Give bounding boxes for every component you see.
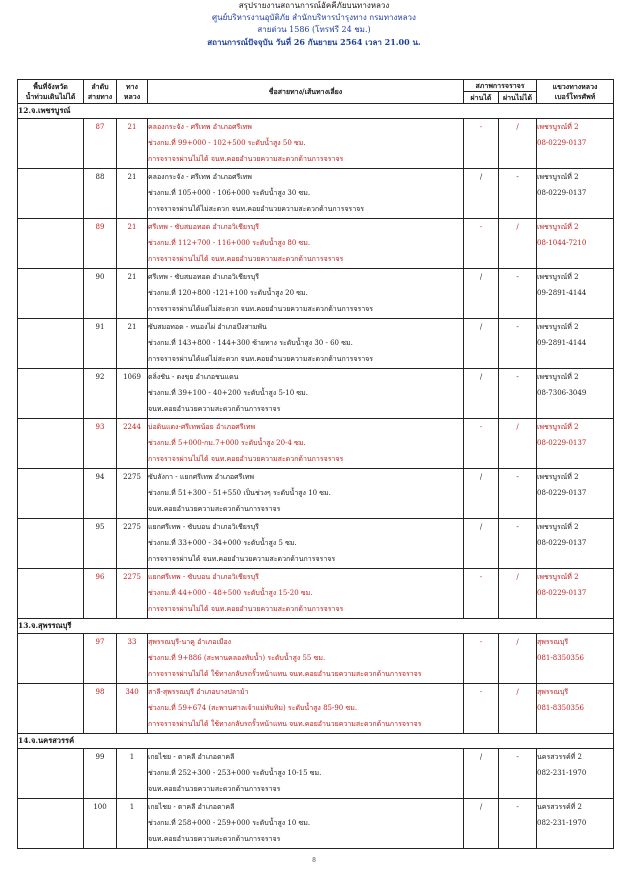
province-row — [18, 619, 614, 634]
row-route-info — [148, 269, 464, 319]
row-seq-number: 90 — [84, 269, 117, 319]
row-highway-number: 21 — [117, 219, 148, 269]
row-route-info — [148, 799, 464, 849]
phone-number: 082-231-1970 — [537, 819, 587, 827]
phone-number: 09-2891-4144 — [537, 289, 587, 297]
highway-office: นครสวรรค์ที่ 2 — [537, 753, 582, 761]
row-route-info — [148, 634, 464, 684]
route-line: คลองกระจัง - ศรีเทพ อำเภอศรีเทพ — [148, 173, 252, 181]
route-line: การจราจรผ่านไม่ได้ จนท.คอยอำนวยความสะดวกด้านการจราจร — [148, 605, 344, 613]
route-line: ซับลังกา - แยกศรีเทพ อำเภอศรีเทพ — [148, 473, 254, 481]
row-area-cell — [18, 634, 84, 684]
row-area-cell — [18, 219, 84, 269]
col-header-contact: แขวงทางหลวง เบอร์โทรศัพท์ — [537, 80, 614, 104]
table-row — [18, 419, 614, 469]
row-route-info — [148, 684, 464, 734]
row-contact-info — [537, 569, 614, 619]
route-line: แยกศรีเทพ - ซับบอน อำเภอวิเชียรบุรี — [148, 523, 259, 531]
phone-number: 08-7306-3049 — [537, 389, 587, 397]
row-impassable-mark: / — [499, 684, 537, 734]
row-passable-mark: / — [464, 269, 499, 319]
page-number: 8 — [312, 857, 316, 864]
highway-office: เพชรบูรณ์ที่ 2 — [537, 373, 579, 381]
row-impassable-mark: - — [499, 469, 537, 519]
row-passable-mark: / — [464, 469, 499, 519]
row-highway-number: 21 — [117, 169, 148, 219]
phone-number: 08-0229-0137 — [537, 489, 587, 497]
phone-number: 082-231-1970 — [537, 769, 587, 777]
row-seq-number: 98 — [84, 684, 117, 734]
row-area-cell — [18, 269, 84, 319]
col-header-impassable: ผ่านไม่ได้ — [499, 92, 537, 104]
row-seq-number: 89 — [84, 219, 117, 269]
route-line: ช่วงกม.ที่ 39+100 - 40+200 ระดับน้ำสูง 5-10 ซม. — [148, 389, 309, 397]
row-area-cell — [18, 569, 84, 619]
highway-office: สุพรรณบุรี — [537, 688, 569, 696]
row-impassable-mark: / — [499, 634, 537, 684]
route-line: ช่วงกม.ที่ 33+000 - 34+000 ระดับน้ำสูง 5 ซม. — [148, 539, 297, 547]
phone-number: 08-1044-7210 — [537, 239, 587, 247]
phone-number: 08-0229-0137 — [537, 139, 587, 147]
row-contact-info — [537, 469, 614, 519]
col-header-status: สภาพการจราจร — [464, 80, 537, 92]
route-line: จนท.คอยอำนวยความสะดวกด้านการจราจร — [148, 505, 281, 513]
route-line: ซับสมอทอด - หนองไผ่ อำเภอบึงสามพัน — [148, 323, 267, 331]
route-line: ช่วงกม.ที่ 5+000-กม.7+000 ระดับน้ำสูง 20-4 ซม. — [148, 439, 306, 447]
row-passable-mark: - — [464, 219, 499, 269]
highway-office: เพชรบูรณ์ที่ 2 — [537, 273, 579, 281]
row-contact-info — [537, 519, 614, 569]
report-timestamp: สถานการณ์ปัจจุบัน วันที่ 26 กันยายน 2564 เวลา 21.00 น. — [207, 37, 421, 47]
table-row — [18, 634, 614, 684]
row-area-cell — [18, 369, 84, 419]
route-line: จนท.คอยอำนวยความสะดวกด้านการจราจร — [148, 835, 281, 843]
row-area-cell — [18, 519, 84, 569]
row-impassable-mark: - — [499, 799, 537, 849]
row-passable-mark: / — [464, 519, 499, 569]
row-impassable-mark: - — [499, 319, 537, 369]
col-header-seq: ลำดับ สายทาง — [84, 80, 117, 104]
col-header-route: ชื่อสายทาง/เส้นทางเลี่ยง — [148, 80, 464, 104]
phone-number: 08-0229-0137 — [537, 539, 587, 547]
route-line: การจราจรผ่านไม่ได้ จนท.คอยอำนวยความสะดวกด้านการจราจร — [148, 255, 344, 263]
highway-office: เพชรบูรณ์ที่ 2 — [537, 223, 579, 231]
col-header-area: พื้นที่จังหวัด น้ำท่วมเดินไม่ได้ — [18, 80, 84, 104]
table-row — [18, 749, 614, 799]
row-highway-number: 2275 — [117, 469, 148, 519]
row-area-cell — [18, 799, 84, 849]
route-line: ช่วงกม.ที่ 258+000 - 259+000 ระดับน้ำสูง 10 ซม. — [148, 819, 311, 827]
route-line: ศรีเทพ - ซับสมอทอด อำเภอวิเชียรบุรี — [148, 273, 259, 281]
report-hotline: สายด่วน 1586 (โทรฟรี 24 ชม.) — [257, 25, 371, 34]
row-seq-number: 94 — [84, 469, 117, 519]
row-passable-mark: / — [464, 319, 499, 369]
highway-office: นครสวรรค์ที่ 2 — [537, 803, 582, 811]
row-seq-number: 92 — [84, 369, 117, 419]
row-impassable-mark: - — [499, 269, 537, 319]
col-header-passable: ผ่านได้ — [464, 92, 499, 104]
row-passable-mark: / — [464, 799, 499, 849]
route-line: จนท.คอยอำนวยความสะดวกด้านการจราจร — [148, 405, 281, 413]
row-impassable-mark: - — [499, 519, 537, 569]
report-header — [0, 0, 628, 48]
row-contact-info — [537, 419, 614, 469]
row-seq-number: 99 — [84, 749, 117, 799]
row-area-cell — [18, 119, 84, 169]
highway-office: เพชรบูรณ์ที่ 2 — [537, 523, 579, 531]
row-highway-number: 33 — [117, 634, 148, 684]
phone-number: 08-0229-0137 — [537, 439, 587, 447]
table-row — [18, 569, 614, 619]
province-name: 14.จ.นครสวรรค์ — [18, 734, 614, 749]
route-line: การจราจรผ่านได้แต่ไม่สะดวก จนท.คอยอำนวยความสะดวกด้านการจราจร — [148, 355, 374, 363]
row-passable-mark: - — [464, 419, 499, 469]
row-seq-number: 88 — [84, 169, 117, 219]
row-seq-number: 95 — [84, 519, 117, 569]
row-highway-number: 2275 — [117, 519, 148, 569]
row-contact-info — [537, 119, 614, 169]
row-route-info — [148, 119, 464, 169]
row-highway-number: 21 — [117, 319, 148, 369]
row-passable-mark: - — [464, 684, 499, 734]
highway-office: เพชรบูรณ์ที่ 2 — [537, 173, 579, 181]
row-passable-mark: - — [464, 569, 499, 619]
province-name: 13.จ.สุพรรณบุรี — [18, 619, 614, 634]
route-line: คลองกระจัง - ศรีเทพ อำเภอศรีเทพ — [148, 123, 252, 131]
row-contact-info — [537, 369, 614, 419]
phone-number: 08-0229-0137 — [537, 189, 587, 197]
route-line: แยกศรีเทพ - ซับบอน อำเภอวิเชียรบุรี — [148, 573, 259, 581]
table-row — [18, 684, 614, 734]
route-line: การจราจรผ่านได้แต่ไม่สะดวก จนท.คอยอำนวยความสะดวกด้านการจราจร — [148, 305, 374, 313]
row-seq-number: 100 — [84, 799, 117, 849]
row-highway-number: 1 — [117, 749, 148, 799]
row-impassable-mark: / — [499, 219, 537, 269]
province-name: 12.จ.เพชรบูรณ์ — [18, 104, 614, 119]
route-line: บ่อดินแดง-ศรีเทพน้อย อำเภอศรีเทพ — [148, 423, 256, 431]
route-line: ศรีเทพ - ซับสมอทอด อำเภอวิเชียรบุรี — [148, 223, 259, 231]
route-line: ช่วงกม.ที่ 252+300 - 253+000 ระดับน้ำสูง 10-15 ซม. — [148, 769, 322, 777]
row-seq-number: 93 — [84, 419, 117, 469]
row-highway-number: 21 — [117, 269, 148, 319]
phone-number: 09-2891-4144 — [537, 339, 587, 347]
flood-report-table — [17, 79, 614, 849]
row-route-info — [148, 469, 464, 519]
row-route-info — [148, 749, 464, 799]
route-line: เกยไชย - ตาคลี อำเภอตาคลี — [148, 753, 235, 761]
highway-office: เพชรบูรณ์ที่ 2 — [537, 423, 579, 431]
row-contact-info — [537, 634, 614, 684]
row-area-cell — [18, 749, 84, 799]
table-row — [18, 169, 614, 219]
row-area-cell — [18, 419, 84, 469]
row-route-info — [148, 219, 464, 269]
row-area-cell — [18, 684, 84, 734]
province-row — [18, 734, 614, 749]
route-line: จนท.คอยอำนวยความสะดวกด้านการจราจร — [148, 785, 281, 793]
route-line: ช่วงกม.ที่ 51+300 - 51+550 เป็นช่วงๆ ระดับน้ำสูง 10 ซม. — [148, 489, 331, 497]
table-row — [18, 519, 614, 569]
route-line: ช่วงกม.ที่ 59+674 (สะพานศาลเจ้าแม่ทับทิม) ระดับน้ำสูง 85-90 ซม. — [148, 704, 358, 712]
row-seq-number: 87 — [84, 119, 117, 169]
phone-number: 081-8350356 — [537, 704, 584, 712]
row-route-info — [148, 519, 464, 569]
route-line: ช่วงกม.ที่ 44+000 - 48+500 ระดับน้ำสูง 15-20 ซม. — [148, 589, 313, 597]
route-line: ช่วงกม.ที่ 112+700 - 116+000 ระดับน้ำสูง 80 ซม. — [148, 239, 311, 247]
route-line: การจราจรผ่านไม่ได้ จนท.คอยอำนวยความสะดวกด้านการจราจร — [148, 455, 344, 463]
route-line: ช่วงกม.ที่ 143+800 - 144+300 ซ้ายทาง ระดับน้ำสูง 30 - 60 ซม. — [148, 339, 353, 347]
table-row — [18, 269, 614, 319]
row-impassable-mark: - — [499, 169, 537, 219]
table-row — [18, 469, 614, 519]
row-route-info — [148, 569, 464, 619]
row-contact-info — [537, 749, 614, 799]
table-row — [18, 219, 614, 269]
row-highway-number: 1 — [117, 799, 148, 849]
row-highway-number: 2275 — [117, 569, 148, 619]
route-line: สาลี-สุพรรณบุรี อำเภอบางปลาม้า — [148, 688, 249, 696]
row-contact-info — [537, 169, 614, 219]
route-line: ช่วงกม.ที่ 120+800 -121+100 ระดับน้ำสูง 20 ซม. — [148, 289, 308, 297]
route-line: การจราจรผ่านไม่ได้ จนท.คอยอำนวยความสะดวกด้านการจราจร — [148, 155, 344, 163]
row-contact-info — [537, 319, 614, 369]
route-line: เกยไชย - ตาคลี อำเภอตาคลี — [148, 803, 235, 811]
row-highway-number: 1069 — [117, 369, 148, 419]
row-area-cell — [18, 319, 84, 369]
row-impassable-mark: / — [499, 419, 537, 469]
report-title: สรุปรายงานสถานการณ์อัคคีภัยบนทางหลวง — [238, 1, 390, 10]
route-line: ช่วงกม.ที่ 99+000 - 102+500 ระดับน้ำสูง 50 ซม. — [148, 139, 306, 147]
row-highway-number: 340 — [117, 684, 148, 734]
report-org: ศูนย์บริหารงานอุบัติภัย สำนักบริหารบำรุงทาง กรมทางหลวง — [212, 13, 416, 22]
row-impassable-mark: / — [499, 569, 537, 619]
table-row — [18, 319, 614, 369]
row-seq-number: 96 — [84, 569, 117, 619]
row-seq-number: 91 — [84, 319, 117, 369]
row-passable-mark: / — [464, 749, 499, 799]
row-seq-number: 97 — [84, 634, 117, 684]
row-contact-info — [537, 799, 614, 849]
route-line: การจราจรผ่านได้ไม่สะดวก จนท.คอยอำนวยความสะดวกด้านการจราจร — [148, 205, 364, 213]
phone-number: 081-8350356 — [537, 654, 584, 662]
table-row — [18, 119, 614, 169]
route-line: สุพรรณบุรี-นาคู อำเภอเมือง — [148, 638, 232, 646]
row-contact-info — [537, 684, 614, 734]
route-line: ช่วงกม.ที่ 9+886 (สะพานคลองทับน้ำ) ระดับน้ำสูง 55 ซม. — [148, 654, 326, 662]
highway-office: สุพรรณบุรี — [537, 638, 569, 646]
row-highway-number: 21 — [117, 119, 148, 169]
col-header-highway: ทาง หลวง — [117, 80, 148, 104]
province-row — [18, 104, 614, 119]
row-impassable-mark: - — [499, 749, 537, 799]
route-line: การจราจรผ่านได้ จนท.คอยอำนวยความสะดวกด้านการจราจร — [148, 555, 336, 563]
row-contact-info — [537, 269, 614, 319]
route-line: ช่วงกม.ที่ 105+000 - 106+000 ระดับน้ำสูง 30 ซม. — [148, 189, 311, 197]
table-row — [18, 799, 614, 849]
row-route-info — [148, 419, 464, 469]
route-line: การจราจรผ่านไม่ได้ ใช้ทางกลับรถรั้วหน้าแทน จนท.คอยอำนวยความสะดวกด้านการจราจร — [148, 720, 422, 728]
highway-office: เพชรบูรณ์ที่ 2 — [537, 323, 579, 331]
row-route-info — [148, 319, 464, 369]
row-highway-number: 2244 — [117, 419, 148, 469]
route-line: การจราจรผ่านไม่ได้ ใช้ทางกลับรถรั้วหน้าแทน จนท.คอยอำนวยความสะดวกด้านการจราจร — [148, 670, 422, 678]
row-route-info — [148, 169, 464, 219]
phone-number: 08-0229-0137 — [537, 589, 587, 597]
row-passable-mark: - — [464, 634, 499, 684]
row-passable-mark: / — [464, 369, 499, 419]
row-area-cell — [18, 469, 84, 519]
row-passable-mark: - — [464, 119, 499, 169]
row-contact-info — [537, 219, 614, 269]
highway-office: เพชรบูรณ์ที่ 2 — [537, 473, 579, 481]
row-impassable-mark: - — [499, 369, 537, 419]
row-impassable-mark: / — [499, 119, 537, 169]
route-line: ตลิ่งชัน - ดงขุย อำเภอชนแดน — [148, 373, 239, 381]
table-row — [18, 369, 614, 419]
highway-office: เพชรบูรณ์ที่ 2 — [537, 123, 579, 131]
row-route-info — [148, 369, 464, 419]
row-passable-mark: / — [464, 169, 499, 219]
row-area-cell — [18, 169, 84, 219]
highway-office: เพชรบูรณ์ที่ 2 — [537, 573, 579, 581]
